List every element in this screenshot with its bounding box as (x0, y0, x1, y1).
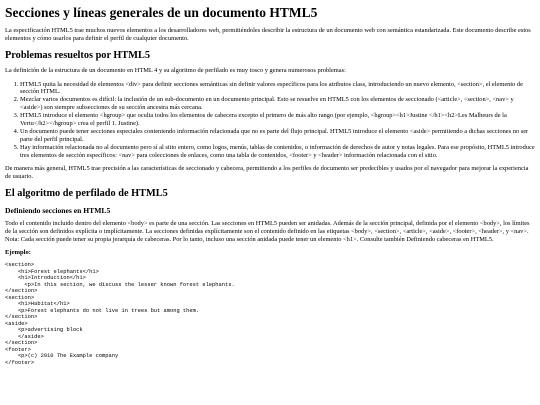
sections-subheading: Definiendo secciones en HTML5 (5, 206, 111, 216)
list-item: 5. Hay información relacionada no al documento pero sí al sitio entero, como logos, menús, tablas de contenidos, o información de derechos de autor y notas legales. Para ese propósito, HTML5 introduce tres elementos de sección específicos: <nav> para colecciones de enlaces, como una tabla de contenidos, <footer> y <header> información relacionada con el sitio. (20, 144, 535, 159)
list-item: 1. HTML5 quita la necesidad de elementos <div> para definir secciones semánticas sin definir valores específicos para los atributos class, introduciendo un nuevo elemento, <section>, el elemento de sección HTML. (20, 81, 535, 96)
intro-paragraph: La especificación HTML5 trae muchos nuevos elementos a los desarrolladores web, permitiéndoles describir la estructura de un documento web con semántica estandarizada. Este documento describe estos elementos y cómo usarlos para definir el perfil de cualquier documento. (5, 27, 531, 42)
list-item: 2. Mezclar varios documentos es difícil: la inclusión de un sub-documento en un documento principal. Esto se resuelve en HTML5 con los elementos de seccionado (<article>, <section>, <nav> y <aside>) son siempre subsecciones de su sección ancestra más cercana. (20, 96, 535, 111)
page-title: Secciones y líneas generales de un documento HTML5 (5, 5, 318, 20)
algorithm-heading: El algoritmo de perfilado de HTML5 (5, 187, 168, 199)
list-item: 3. HTML5 introduce el elemento <hgroup> que oculta todos los elementos de cabecera excepto el primero de más alto rango (por ejemplo, <hgroup><h1>Justine </h1><h2>Les Malheurs de la Vertu</h2></hgroup> crea el perfil 1. Justine). (20, 112, 535, 127)
problems-lead: La definición de la estructura de un documento en HTML 4 y su algoritmo de perfilado es muy tosco y genera numerosos problemas: (5, 66, 346, 74)
list-item: 4. Un documento puede tener secciones especiales conteniendo información relacionada que no es parte del flujo principal. HTML5 introduce el elemento <aside> permitiendo a dichas secciones no ser parte del perfil principal. (20, 128, 535, 143)
sections-body: Todo el contenido incluido dentro del elemento <body> es parte de una sección. Las secciones en HTML5 pueden ser anidadas. Además de la sección principal, definida por el elemento <body>, los límites de la sección son definidos explícita o implícitamente. La secciones definidas explícitamente son el contenido definido en las etiquetas <body>, <section>, <article>, <aside>, <footer>, <header>, y <nav>. Nota: Cada sección puede tener su propia jerarquía de cabeceras. Por lo tanto, incluso una sección anidada puede tener un elemento <h1>. Consulte también Definiendo cabeceras en HTML5. (5, 220, 530, 243)
problems-list (5, 81, 535, 160)
code-example: <section> <h1>Forest elephants</h1> <h1>Introduction</h1> <p>In this section, we discuss the lesser known forest elephants. </section> <section> <h1>Habitat</h1> <p>Forest elephants do not live in trees but among them. </section> <aside> <p>advertising block </aside> </section> <footer> <p>(c) 2010 The Example company </footer> (5, 262, 235, 366)
example-label: Ejemplo: (5, 249, 32, 257)
problems-heading: Problemas resueltos por HTML5 (5, 49, 151, 61)
problems-closing: De manera más general, HTML5 trae precisión a las características de seccionado y cabecera, permitiendo a los perfiles de documento ser predecibles y usados por el navegador para mejorar la experiencia de usuario. (5, 165, 529, 181)
